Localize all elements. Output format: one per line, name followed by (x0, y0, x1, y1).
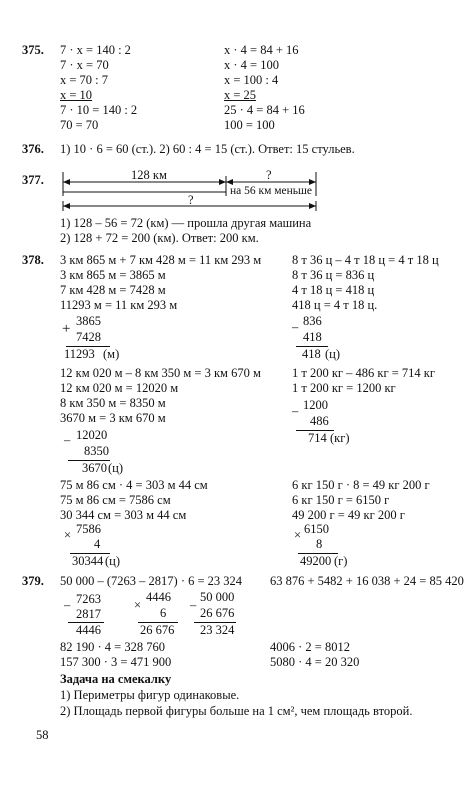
diagram-total-question: ? (188, 193, 194, 207)
equation-line: 7 · x = 140 : 2 (60, 43, 131, 57)
calc-sign: – (292, 404, 299, 418)
equation-line: x · 4 = 84 + 16 (224, 43, 299, 57)
equation-line: 3 км 865 м = 3865 м (60, 268, 166, 282)
equation-line: 418 ц = 4 т 18 ц. (292, 298, 378, 312)
calc-result: 714 (308, 431, 327, 445)
calc-result: 11293 (64, 347, 95, 361)
equation-line: 75 м 86 см = 7586 см (60, 493, 171, 507)
problem-379-lines-right (270, 640, 359, 670)
problem-379-left-expression: 50 000 – (7263 – 2817) · 6 = 23 324 (60, 574, 243, 588)
diagram-top-label: 128 км (131, 168, 167, 182)
arrow-right-icon (309, 203, 316, 209)
problem-379-right-expression: 63 876 + 5482 + 16 038 + 24 = 85 420 (270, 574, 464, 588)
calc-unit: (ц) (108, 461, 124, 475)
calc-unit: (кг) (330, 431, 350, 445)
problem-379-number: 379. (22, 574, 44, 588)
arrow-left-icon (63, 203, 70, 209)
equation-line: x · 4 = 100 (224, 58, 279, 72)
equation-line: 5080 · 4 = 20 320 (270, 655, 360, 669)
problem-375-number: 375. (22, 43, 44, 57)
calc-operand-1: 1200 (303, 398, 328, 412)
puzzle-answer-1: 1) Периметры фигур одинаковые. (60, 688, 240, 702)
problem-377-solution (60, 216, 311, 246)
calc-unit: (г) (334, 554, 348, 568)
equation-line: 8 т 36 ц = 836 ц (292, 268, 375, 282)
problem-376-number: 376. (22, 142, 44, 156)
arrow-left-icon (63, 179, 70, 185)
equation-line: 3670 м = 3 км 670 м (60, 411, 166, 425)
calc-unit: (м) (103, 347, 120, 361)
calc-result: 26 676 (140, 623, 175, 637)
calc-result: 23 324 (200, 623, 235, 637)
problem-378-b (292, 253, 439, 313)
calc-sign: × (64, 528, 72, 542)
calc-operand-1: 7263 (76, 592, 101, 606)
equation-line: 6 кг 150 г = 6150 г (292, 493, 390, 507)
calc-result: 3670 (82, 461, 107, 475)
calc-operand-2: 6 (160, 606, 167, 620)
equation-line: x = 70 : 7 (60, 73, 109, 87)
equation-line: 8 т 36 ц – 4 т 18 ц = 4 т 18 ц (292, 253, 439, 267)
calc-sign: + (62, 321, 71, 337)
answer-line: x = 25 (224, 88, 257, 102)
calc-operand-2: 26 676 (200, 606, 235, 620)
calc-unit: (ц) (105, 554, 121, 568)
calc-operand-1: 7586 (76, 522, 101, 536)
equation-line: 75 м 86 см · 4 = 303 м 44 см (60, 478, 208, 492)
arrow-right-icon (219, 179, 226, 185)
calc-operand-2: 8 (316, 537, 323, 551)
equation-line: 4006 · 2 = 8012 (270, 640, 350, 654)
check-line: 25 · 4 = 84 + 16 (224, 103, 305, 117)
equation-line: 1 т 200 кг – 486 кг = 714 кг (292, 366, 435, 380)
problem-377-number: 377. (22, 173, 44, 187)
check-line: 7 · 10 = 140 : 2 (60, 103, 138, 117)
equation-line: 157 300 · 3 = 471 900 (60, 655, 172, 669)
equation-line: x = 100 : 4 (224, 73, 279, 87)
calc-operand-2: 2817 (76, 607, 101, 621)
calc-sign: – (64, 598, 71, 612)
calc-result: 30344 (72, 554, 104, 568)
problem-378-d (292, 366, 435, 396)
calc-operand-1: 50 000 (200, 590, 235, 604)
check-line: 100 = 100 (224, 118, 275, 132)
calc-operand-2: 8350 (84, 444, 109, 458)
calc-operand-2: 418 (303, 330, 322, 344)
solution-line: 1) 128 – 56 = 72 (км) — прошла другая машина (60, 216, 312, 230)
answer-line: x = 10 (60, 88, 93, 102)
calc-sign: – (64, 433, 71, 447)
puzzle-answer-2: 2) Площадь первой фигуры больше на 1 см², чем площадь второй. (60, 704, 413, 718)
equation-line: 6 кг 150 г · 8 = 49 кг 200 г (292, 478, 430, 492)
problem-378-e (60, 478, 208, 523)
problem-378-c (60, 366, 261, 426)
equation-line: 82 190 · 4 = 328 760 (60, 640, 165, 654)
equation-line: 8 км 350 м = 8350 м (60, 396, 166, 410)
check-line: 70 = 70 (60, 118, 99, 132)
calc-sign: × (134, 598, 142, 612)
equation-line: 7 км 428 м = 7428 м (60, 283, 166, 297)
problem-379-lines-left (60, 640, 171, 670)
problem-378-a (60, 253, 261, 313)
page-number: 58 (36, 728, 49, 742)
equation-line: 12 км 020 м – 8 км 350 м = 3 км 670 м (60, 366, 261, 380)
calc-operand-1: 836 (303, 314, 322, 328)
calc-result: 49200 (300, 554, 332, 568)
calc-result: 418 (302, 347, 321, 361)
calc-operand-2: 486 (310, 414, 329, 428)
calc-sign: – (292, 320, 299, 334)
puzzle-title: Задача на смекалку (60, 672, 172, 686)
equation-line: 11293 м = 11 км 293 м (60, 298, 178, 312)
diagram-question-label: ? (266, 168, 272, 182)
equation-line: 3 км 865 м + 7 км 428 м = 11 км 293 м (60, 253, 262, 267)
calc-sign: × (294, 528, 302, 542)
calc-operand-1: 6150 (304, 522, 329, 536)
calc-operand-1: 3865 (76, 314, 101, 328)
calc-sign: – (190, 598, 197, 612)
calc-unit: (ц) (325, 347, 341, 361)
equation-line: 49 200 г = 49 кг 200 г (292, 508, 405, 522)
calc-operand-2: 7428 (76, 330, 101, 344)
calc-operand-2: 4 (94, 537, 101, 551)
equation-line: 7 · x = 70 (60, 58, 109, 72)
diagram-less-label: на 56 км меньше (230, 185, 312, 197)
problem-376-text: 1) 10 · 6 = 60 (ст.). 2) 60 : 4 = 15 (ст.). Ответ: 15 стульев. (60, 142, 355, 156)
equation-line: 4 т 18 ц = 418 ц (292, 283, 375, 297)
problem-378-number: 378. (22, 253, 44, 267)
solution-line: 2) 128 + 72 = 200 (км). Ответ: 200 км. (60, 231, 259, 245)
calc-operand-1: 12020 (76, 428, 108, 442)
equation-line: 1 т 200 кг = 1200 кг (292, 381, 396, 395)
equation-line: 30 344 см = 303 м 44 см (60, 508, 187, 522)
equation-line: 12 км 020 м = 12020 м (60, 381, 179, 395)
calc-operand-1: 4446 (146, 590, 171, 604)
problem-378-f (292, 478, 430, 523)
calc-result: 4446 (76, 623, 101, 637)
